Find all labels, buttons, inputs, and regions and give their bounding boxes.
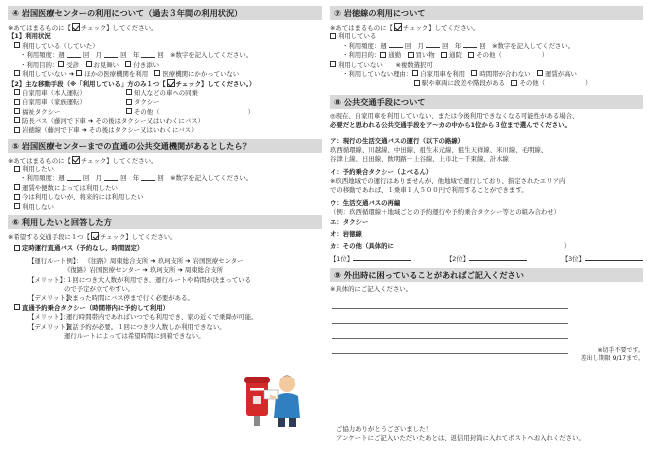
transport-option[interactable]: タクシー: [126, 98, 254, 107]
closing-text: アンケートにご記入いただいたあとは、返信用封筒に入れてポストへお入れください。: [336, 434, 585, 443]
transport-options: [8, 89, 322, 117]
checkbox[interactable]: [86, 61, 92, 67]
want-option[interactable]: 利用したい: [8, 165, 322, 174]
ranking-row: [330, 255, 643, 265]
transport-option-other[interactable]: その他（ ）: [126, 108, 254, 117]
checkbox[interactable]: [58, 61, 64, 67]
section-6-header: ⑥ 利用したいと回答した方: [8, 215, 322, 229]
checkbox[interactable]: [125, 61, 131, 67]
left-column: [8, 6, 322, 341]
section-7-intro: ※あてはまるものに【 チェック】してください。: [330, 24, 480, 32]
section-5-header: ⑤ 岩国医療センターまでの直通の公共交通機関があるとしたら？: [8, 139, 322, 153]
yearly-count-field[interactable]: [463, 42, 477, 48]
check-mark-icon: [72, 156, 80, 164]
yearly-count-field[interactable]: [141, 175, 155, 181]
section-4-header: ④ 岩国医療センターの利用について（過去３年間の利用状況）: [8, 6, 322, 20]
option-i-title: イ：予約乗合タクシー（よべるん）: [330, 167, 433, 176]
checkbox[interactable]: [330, 33, 336, 39]
rank-1-field[interactable]: 【1位】: [330, 255, 411, 265]
weekly-count-field[interactable]: [67, 175, 81, 181]
monthly-count-field[interactable]: [426, 42, 440, 48]
section-9-header: ⑨ 外出時に困っていることがあればご記入ください: [330, 268, 643, 282]
transport-option[interactable]: 知人などの車への同乗: [126, 89, 254, 98]
postbox-icon: [244, 377, 270, 426]
option-e-title: エ：タクシー: [330, 217, 369, 226]
checkbox[interactable]: [414, 80, 420, 86]
option-i-desc-1: ※玖西地域での運行はありませんが、他地域で運行しており、指定されたエリア内: [330, 177, 566, 186]
option-u-title: ウ：生活交通バスの再編: [330, 198, 401, 207]
using-option[interactable]: 利用している: [330, 32, 643, 41]
check-mark-icon: [394, 23, 402, 31]
checkbox[interactable]: [126, 89, 132, 95]
monthly-count-field[interactable]: [104, 52, 118, 58]
checkbox[interactable]: [154, 70, 160, 76]
not-using-row: 利用していない ➜ ほかの医療機関を利用 医療機関にかかっていない: [8, 70, 322, 79]
closing-block: [336, 425, 642, 444]
checkbox[interactable]: [330, 61, 336, 67]
checkbox[interactable]: [126, 108, 132, 114]
yearly-count-field[interactable]: [141, 52, 155, 58]
taxi-merit: 【メリット】： 運行時間帯内であればいつでも利用でき、家の近くで乗降が可能。: [28, 313, 258, 322]
taxi-option[interactable]: 直通予約乗合タクシー（時間帯内に予約して利用）: [8, 304, 322, 313]
s5-option[interactable]: 運賃や便数によっては利用したい: [8, 184, 322, 193]
checkbox[interactable]: [468, 52, 474, 58]
postage-note: ※切手不要です。 差出し期限 9/17まで。: [580, 347, 644, 362]
frequency-row: ・利用頻度：週 回 月 回 年 回 ※数字を記入してください。: [20, 174, 253, 183]
section-7-header: ⑦ 岩徳線の利用について: [330, 6, 643, 20]
transport-option[interactable]: 自家用車（本人運転）: [14, 89, 126, 98]
checkbox[interactable]: [14, 89, 20, 95]
purpose-row: ・利用目的： 受診 お見舞い 付き添い: [20, 60, 160, 69]
checkbox[interactable]: [14, 117, 20, 123]
option-a-routes-2: 谷津上線、日田線、飲明路－上谷線、上市北－千束線、計木線: [330, 155, 509, 164]
section-4-intro: ※あてはまるものに【 チェック】してください。: [8, 24, 158, 32]
section-8-intro-2: 必要だと思われる公共交通手段をア〜カの中から1位から３位まで選んでください。: [330, 121, 571, 130]
section-8-header: ⑧ 公共交通手段について: [330, 95, 643, 109]
thanks-text: ご協力ありがとうございました！: [336, 425, 432, 433]
rank-2-field[interactable]: 【2位】: [446, 255, 527, 265]
transport-option[interactable]: 福祉タクシー: [14, 108, 126, 117]
checkbox[interactable]: [14, 304, 20, 310]
postbox-person-illustration: [240, 366, 308, 428]
checkbox[interactable]: [408, 52, 414, 58]
section-6-intro: ※希望する交通手段に１つ【 チェック】してください。: [8, 233, 177, 242]
section-8-intro-1: ◎現在、自家用車を利用していない、または今後利用できなくなる可能性がある場合、: [330, 111, 579, 120]
section-5-intro: ※あてはまるものに【 チェック】してください。: [8, 156, 158, 165]
option-a-title: ア：現行の生活交通バスの運行（以下の路線）: [330, 136, 465, 145]
checkbox[interactable]: [412, 70, 418, 76]
monthly-count-field[interactable]: [104, 175, 118, 181]
check-mark-icon: [91, 232, 99, 240]
checkbox[interactable]: [14, 42, 20, 48]
arrow-icon: ➜: [68, 69, 75, 78]
frequency-row: ・利用頻度：週 回 月 回 年 回 ※数字を記入してください。: [342, 41, 575, 50]
transport-option[interactable]: 岩徳線（藤河で下車 ➜ その後はタクシー又はいわくにバス）: [8, 126, 322, 135]
option-ka-row: カ：その他（具体的に ）: [330, 242, 571, 251]
checkbox[interactable]: [14, 184, 20, 190]
checkbox[interactable]: [14, 166, 20, 172]
option-i-desc-2: での移動であれば、１乗車１人５００円で利用することができます。: [330, 186, 528, 195]
checkbox[interactable]: [14, 203, 20, 209]
option-o-title: オ：岩徳線: [330, 230, 362, 239]
s5-option[interactable]: 利用しない: [8, 203, 322, 212]
transport-option[interactable]: 防長バス（藤河で下車 ➜ その後はタクシー又はいわくにバス）: [8, 117, 322, 126]
reason-row: ・利用していない理由： 自家用車を利用 時間帯が合わない 運賃が高い: [342, 69, 577, 78]
rank-3-field[interactable]: 【3位】: [562, 255, 643, 265]
checkbox[interactable]: [14, 70, 20, 76]
bus-merit-cont: ので予定が立てやすい。: [64, 284, 135, 293]
right-column: [330, 6, 643, 354]
reason-row-2: 駅や車両に段差や階段がある その他（ ）: [330, 79, 643, 88]
check-mark-icon: [72, 23, 80, 31]
checkbox[interactable]: [511, 80, 517, 86]
purpose-row: ・利用目的： 通勤 買い物 通院 その他（ ）: [342, 51, 549, 60]
bus-merit: 【メリット】： １回につき大人数が利用でき、運行ルートや時間が決まっている: [28, 275, 251, 284]
taxi-demerit-cont: 運行ルートによっては希望時間に到着できない。: [64, 331, 205, 340]
checkbox[interactable]: [537, 70, 543, 76]
checkbox[interactable]: [14, 99, 20, 105]
checkbox[interactable]: [14, 127, 20, 133]
q2-label: 【2】主な移動手段（※「利用している」方のみ１つ【 チェック】してください。）: [8, 80, 256, 89]
free-text-lines[interactable]: [330, 294, 643, 354]
checkbox[interactable]: [14, 194, 20, 200]
option-a-routes-1: 玖西循環線、川越線、中田線、祖生末元線、祖生天祥線、米川線、毛明線、: [330, 145, 548, 154]
option-u-desc: （例：玖西循環線＋地域ごとの予約運行や予約乗合タクシー等との組み合わせ）: [330, 208, 561, 217]
weekly-count-field[interactable]: [389, 42, 403, 48]
checkbox[interactable]: [14, 108, 20, 114]
using-option[interactable]: 利用している（していた）: [8, 42, 322, 51]
not-using-row: 利用していない ※複数選択可: [330, 61, 643, 70]
section-9-intro: ※具体的にご記入ください。: [330, 284, 413, 293]
checkbox[interactable]: [14, 245, 20, 251]
checkbox[interactable]: [380, 52, 386, 58]
taxi-demerit: 【デメリット】： 電話予約が必要。１回につき少人数しか利用できない。: [28, 322, 226, 331]
bus-demerit: 【デメリット】： 決まった時間にバス停まで行く必要がある。: [28, 294, 194, 303]
q1-label: 【1】利用状況: [8, 32, 51, 41]
s5-option[interactable]: 今は利用しないが、将来的には利用したい: [8, 193, 322, 202]
bus-option[interactable]: 定時運行直通バス（予約なし、時間固定）: [8, 244, 322, 253]
checkbox[interactable]: [126, 99, 132, 105]
route-example-return: 《復路》岩国医療センター ➜ 玖珂支所 ➜ 周東総合支所: [64, 266, 224, 275]
weekly-count-field[interactable]: [67, 52, 81, 58]
frequency-row: ・利用頻度：週 回 月 回 年 回 ※数字を記入してください。: [20, 51, 253, 60]
checkbox[interactable]: [471, 70, 477, 76]
check-mark-icon: [167, 79, 175, 87]
route-example: 【運行ルート例】： 《往路》周東総合支所 ➜ 玖珂支所 ➜ 岩国医療センター: [28, 256, 244, 265]
checkbox[interactable]: [441, 52, 447, 58]
person-icon: [264, 376, 300, 428]
transport-option[interactable]: 自家用車（家族運転）: [14, 98, 126, 107]
checkbox[interactable]: [76, 70, 82, 76]
